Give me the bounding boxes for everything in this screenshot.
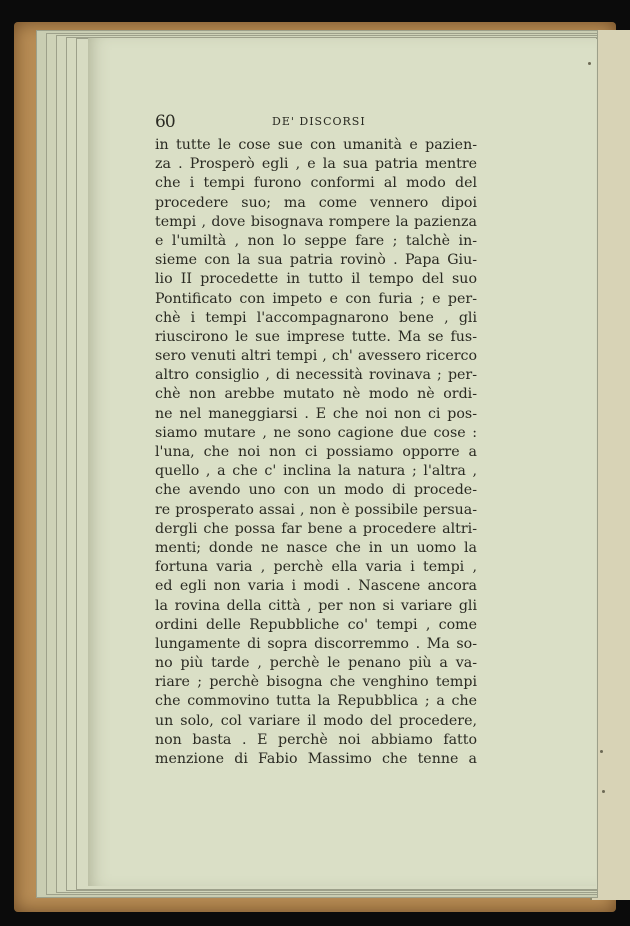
text-line: ed egli non varia i modi . Nascene ancora xyxy=(155,578,477,595)
text-line: procedere suo; ma come vennero dipoi xyxy=(155,194,477,211)
text-line: chè non arebbe mutato nè modo nè ordi- xyxy=(155,386,477,403)
text-line: lio II procedette in tutto il tempo del suo xyxy=(155,271,477,288)
page-number: 60 xyxy=(155,112,175,132)
text-line: altro consiglio , di necessità rovinava ; per- xyxy=(155,367,477,384)
text-line: siamo mutare , ne sono cagione due cose : xyxy=(155,424,477,441)
text-line: non basta . E perchè noi abbiamo fatto xyxy=(155,731,477,748)
text-line: re prosperato assai , non è possibile persua- xyxy=(155,501,477,518)
text-line: ne nel maneggiarsi . E che noi non ci pos- xyxy=(155,405,477,422)
text-line: menzione di Fabio Massimo che tenne a xyxy=(155,751,477,767)
text-line: ordini delle Repubbliche co' tempi , come xyxy=(155,616,477,633)
text-line: che commovino tutta la Repubblica ; a che xyxy=(155,693,477,710)
page-header xyxy=(155,112,477,136)
text-line: fortuna varia , perchè ella varia i tempi , xyxy=(155,559,477,576)
text-line: tempi , dove bisognava rompere la pazienza xyxy=(155,213,477,230)
text-line: sero venuti altri tempi , ch' avessero ricerco xyxy=(155,348,477,365)
text-line: sieme con la sua patria rovinò . Papa Giu- xyxy=(155,252,477,269)
text-line: quello , a che c' inclina la natura ; l'altra , xyxy=(155,463,477,480)
text-line: in tutte le cose sue con umanità e pazien- xyxy=(155,137,477,153)
text-line: un solo, col variare il modo del procedere, xyxy=(155,712,477,729)
text-line: menti; donde ne nasce che in un uomo la xyxy=(155,539,477,556)
text-line: e l'umiltà , non lo seppe fare ; talchè in- xyxy=(155,232,477,249)
text-line: l'una, che noi non ci possiamo opporre a xyxy=(155,444,477,460)
foxing-spot xyxy=(588,62,591,65)
foxing-spot xyxy=(600,750,603,753)
foxing-spot xyxy=(602,790,605,793)
running-head: DE' DISCORSI xyxy=(272,115,366,128)
body-text xyxy=(155,136,477,769)
text-line: che avendo uno con un modo di procede- xyxy=(155,482,477,499)
text-line: Pontificato con impeto e con furia ; e per- xyxy=(155,290,477,307)
text-line: riare ; perchè bisogna che venghino tempi xyxy=(155,674,477,691)
text-line: za . Prosperò egli , e la sua patria mentre xyxy=(155,156,477,173)
text-block xyxy=(155,112,477,769)
text-line: lungamente di sopra discorremmo . Ma so- xyxy=(155,635,477,652)
text-line: chè i tempi l'accompagnarono bene , gli xyxy=(155,309,477,326)
text-line: dergli che possa far bene a procedere altri- xyxy=(155,520,477,537)
text-line: la rovina della città , per non si variare gli xyxy=(155,597,477,614)
text-line: no più tarde , perchè le penano più a va- xyxy=(155,655,477,672)
text-line: che i tempi furono conformi al modo del xyxy=(155,175,477,192)
text-line: riuscirono le sue imprese tutte. Ma se fus- xyxy=(155,328,477,345)
